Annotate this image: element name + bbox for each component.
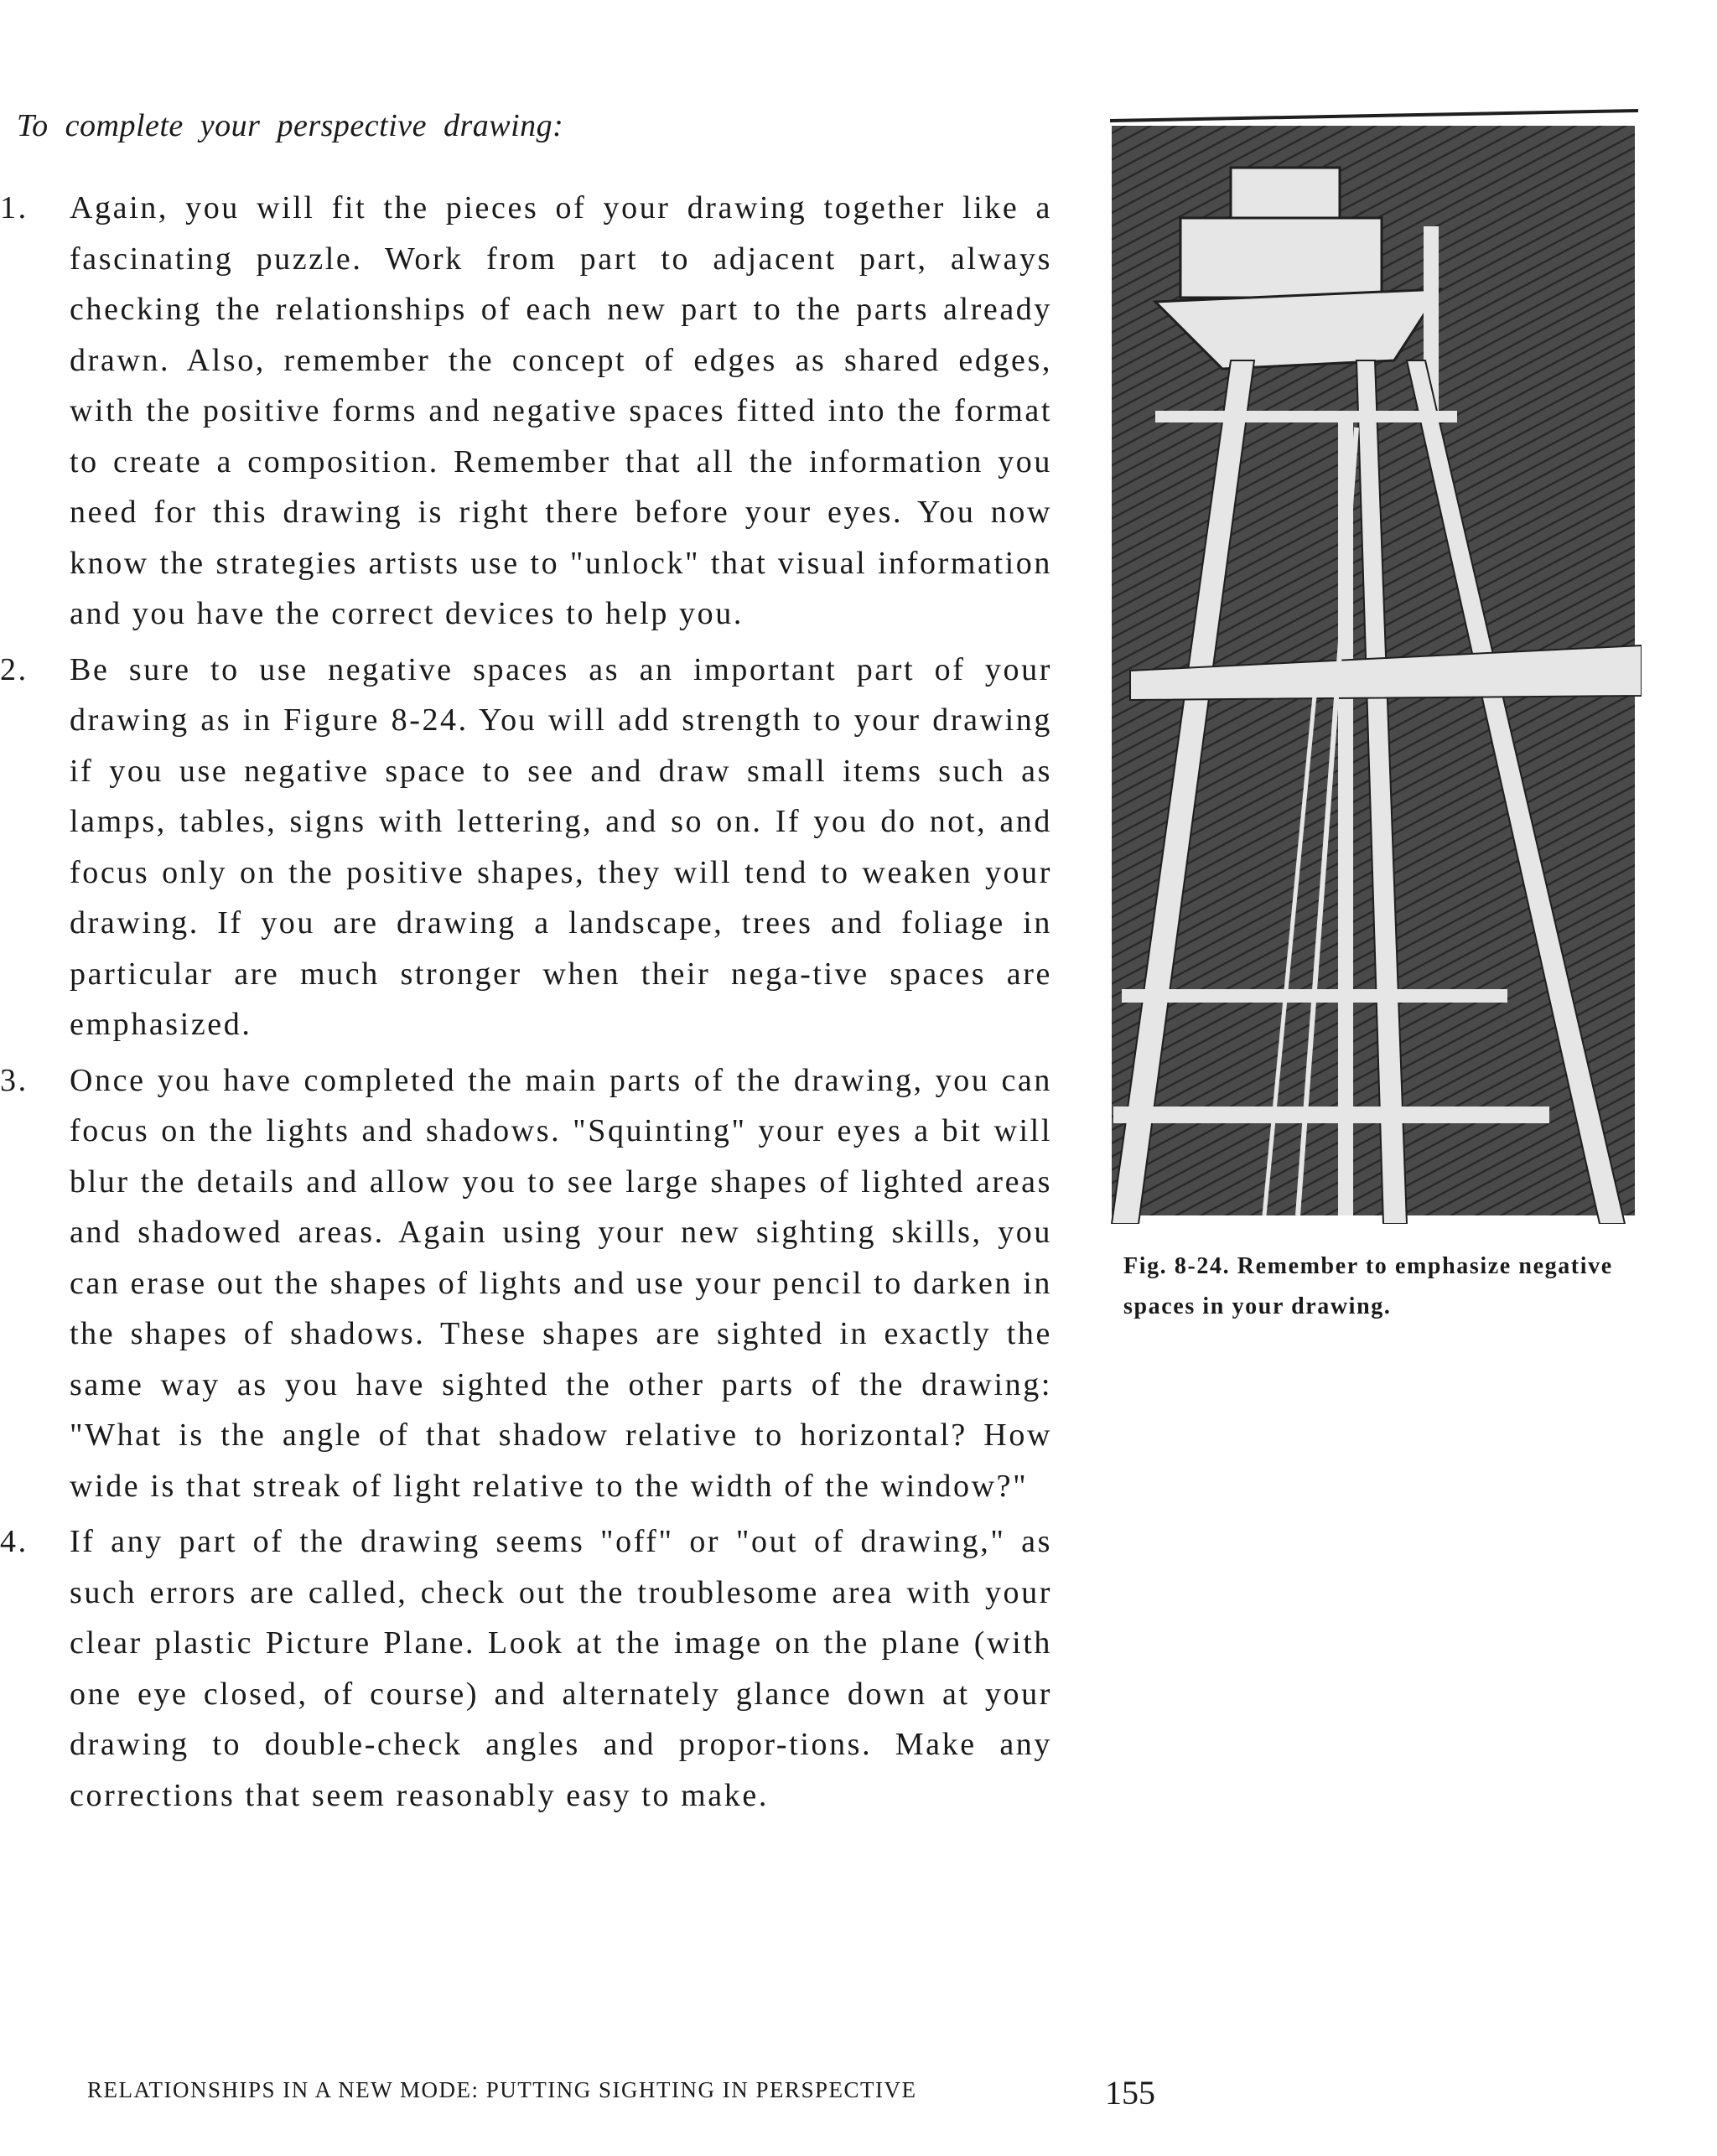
step-text: Again, you will fit the pieces of your drawing together like a fascinating puzzle. Work from part to adjacent part, always checking the relationships of each new part to the parts already drawn. Also, remember the concept of edges as shared edges, with the positive forms and negative spaces fitted into the format to create a composition. Remember that all the information you need for this drawing is right there before your eyes. You now know the strategies artists use to "unlock" that visual information and you have the correct devices to help you. — [70, 190, 1052, 631]
step-number: 1. — [0, 190, 29, 225]
brace-bottom — [1113, 1107, 1549, 1123]
step-text: If any part of the drawing seems "off" or "out of drawing," as such errors are called, check out the troublesome area with your clear plastic Picture Plane. Look at the image on the plane (with one eye closed, of course) and alternately glance down at your drawing to double-check angles and propor-tions. Make any corrections that seem reasonably easy to make. — [70, 1524, 1052, 1813]
list-item — [0, 645, 1052, 1050]
tank-cap — [1231, 168, 1340, 218]
tower-sketch-illustration — [1105, 109, 1642, 1224]
page-number: 155 — [1105, 2074, 1155, 2112]
water-tank — [1180, 218, 1382, 298]
running-head: RELATIONSHIPS IN A NEW MODE: PUTTING SIGHTING IN PERSPECTIVE — [87, 2077, 917, 2102]
figure-caption: Fig. 8-24. Remember to emphasize negative spaces in your drawing. — [1123, 1253, 1613, 1319]
step-number: 4. — [0, 1524, 29, 1559]
steps-list — [0, 183, 1052, 1826]
figure-8-24-drawing — [1105, 109, 1642, 1224]
list-item — [0, 1516, 1052, 1821]
step-number: 2. — [0, 651, 29, 687]
sketch-frame-top — [1110, 111, 1638, 121]
list-item — [0, 1055, 1052, 1512]
step-number: 3. — [0, 1062, 29, 1098]
brace-upper — [1155, 411, 1457, 422]
step-text: Be sure to use negative spaces as an important part of your drawing as in Figure 8-24. You will add strength to your drawing if you use negative space to see and draw small items such as lamps, tables, signs with lettering, and so on. If you do not, and focus only on the positive shapes, they will tend to weaken your drawing. If you are drawing a landscape, trees and foliage in particular are much stronger when their nega-tive spaces are emphasized. — [70, 651, 1052, 1042]
list-item — [0, 183, 1052, 640]
step-text: Once you have completed the main parts of the drawing, you can focus on the lights and shadows. "Squinting" your eyes a bit will blur the details and allow you to see large shapes of lighted areas and shadowed areas. Again using your new sighting skills, you can erase out the shapes of lights and use your pencil to darken in the shapes of shadows. These shapes are sighted in exactly the same way as you have sighted the other parts of the drawing: "What is the angle of that shadow relative to horizontal? How wide is that streak of light relative to the width of the window?" — [70, 1062, 1052, 1504]
intro-heading: To complete your perspective drawing: — [17, 108, 564, 143]
